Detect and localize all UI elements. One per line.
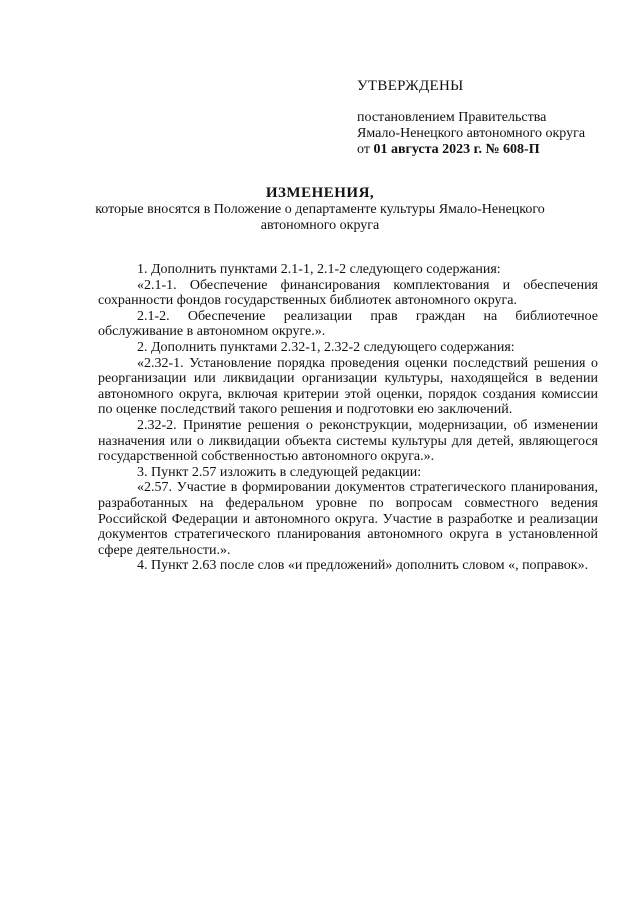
paragraph-7: 3. Пункт 2.57 изложить в следующей редакции: xyxy=(137,464,422,480)
paragraph-5: «2.32-1. Установление порядка проведения оценки последствий решения о реорганизации или ликвидации организации культуры, находящейся в ведении автономного округа, включая критерии этой оценки, порядок создания комиссии по оценке последствий такого решения и подготовки ею заключений. xyxy=(98,355,598,418)
document-heading: ИЗМЕНЕНИЯ, xyxy=(265,185,375,201)
document-title-block xyxy=(0,184,640,234)
paragraph-1: 1. Дополнить пунктами 2.1-1, 2.1-2 следующего содержания: xyxy=(137,262,501,277)
document-subtitle: которые вносятся в Положение о департаменте культуры Ямало-Ненецкого автономного округа xyxy=(95,202,545,233)
approval-date-line xyxy=(357,142,617,158)
approved-label: УТВЕРЖДЕНЫ xyxy=(357,78,464,94)
approval-line-1: постановлением Правительства xyxy=(357,110,547,125)
approval-block xyxy=(357,77,617,158)
paragraph-2: «2.1-1. Обеспечение финансирования комплектования и обеспечения сохранности фондов государственных библиотек автономного округа. xyxy=(98,277,598,309)
date-prefix: от xyxy=(357,142,370,157)
approval-date: 01 августа 2023 г. № 608-П xyxy=(373,142,540,157)
approval-line-2: Ямало-Ненецкого автономного округа xyxy=(357,126,586,141)
paragraph-8: «2.57. Участие в формировании документов стратегического планирования, разработанных на федеральном уровне по вопросам совместного ведения Российской Федерации и автономного округа. Участие в разработке и реализации документов стратегического планирования автономного округа в установленной сфере деятельности.». xyxy=(98,480,598,558)
paragraph-4: 2. Дополнить пунктами 2.32-1, 2.32-2 следующего содержания: xyxy=(137,339,515,355)
paragraph-9: 4. Пункт 2.63 после слов «и предложений» дополнить словом «, поправок». xyxy=(137,558,589,574)
paragraph-6: 2.32-2. Принятие решения о реконструкции, модернизации, об изменении назначения или о ликвидации объекта системы культуры для детей, являющегося государственной собственностью автономного округа.». xyxy=(98,417,598,465)
document-body xyxy=(98,262,598,574)
paragraph-3: 2.1-2. Обеспечение реализации прав граждан на библиотечное обслуживание в автономном округе.». xyxy=(98,308,598,340)
